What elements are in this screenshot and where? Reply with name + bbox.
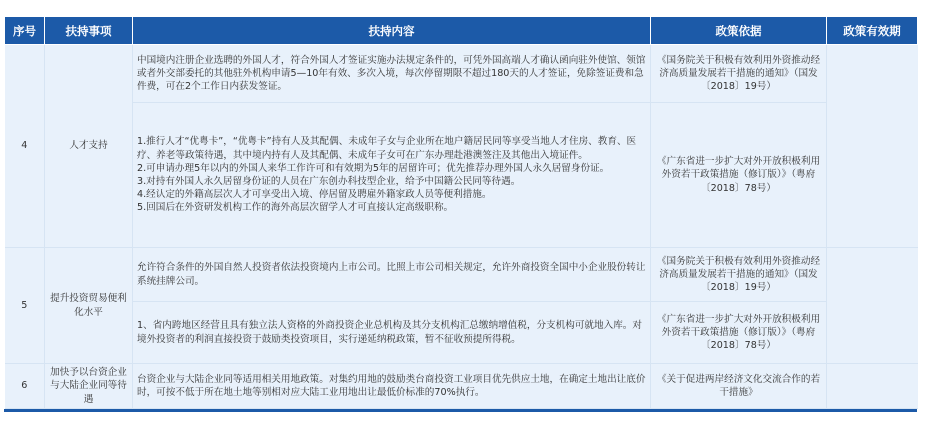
row-basis: 《广东省进一步扩大对外开放积极利用外资若干政策措施（修订版）》（粤府〔2018〕78号） (651, 302, 827, 364)
row-number: 5 (5, 248, 45, 364)
row-item: 人才支持 (45, 45, 133, 248)
row-basis: 《国务院关于积极有效利用外资推动经济高质量发展若干措施的通知》（国发〔2018〕19号） (651, 45, 827, 103)
header-validity: 政策有效期 (827, 17, 918, 45)
row-content: 中国境内注册企业选聘的外国人才，符合外国人才签证实施办法规定条件的，可凭外国高端人才确认函向驻外使馆、领馆或者外交部委托的其他驻外机构申请5—10年有效、多次入境，每次停留期限不超过180天的人才签证，免除签证费和急件费，可在2个工作日内获发签证。 (133, 45, 651, 103)
header-no: 序号 (5, 17, 45, 45)
row-content: 1、省内跨地区经营且具有独立法人资格的外商投资企业总机构及其分支机构汇总缴纳增值税，分支机构可就地入库。对境外投资者的利润直接投资于鼓励类投资项目，实行递延纳税政策，暂不征收预提所得税。 (133, 302, 651, 364)
header-item: 扶持事项 (45, 17, 133, 45)
table-row (5, 103, 918, 248)
policy-table-wrapper (4, 16, 917, 412)
row-content: 允许符合条件的外国自然人投资者依法投资境内上市公司。比照上市公司相关规定，允许外商投资全国中小企业股份转让系统挂牌公司。 (133, 248, 651, 302)
row-item: 加快予以台资企业与大陆企业同等待遇 (45, 364, 133, 409)
table-row (5, 364, 918, 409)
row-item: 提升投资贸易便利化水平 (45, 248, 133, 364)
row-basis: 《国务院关于积极有效利用外资推动经济高质量发展若干措施的通知》（国发〔2018〕19号） (651, 248, 827, 302)
content-line: 3.对持有外国人永久居留身份证的人员在广东创办科技型企业，给予中国籍公民同等待遇。 (137, 176, 521, 187)
content-line: 5.回国后在外资研发机构工作的海外高层次留学人才可直接认定高级职称。 (137, 202, 454, 214)
row-basis: 《关于促进两岸经济文化交流合作的若干措施》 (651, 364, 827, 409)
row-validity (827, 248, 918, 364)
header-row (5, 17, 918, 45)
row-validity (827, 45, 918, 248)
header-content: 扶持内容 (133, 17, 651, 45)
content-line: 4.经认定的外籍高层次人才可享受出入境、停居留及聘雇外籍家政人员等便利措施。 (137, 189, 492, 201)
header-basis: 政策依据 (651, 17, 827, 45)
content-line: 1.推行人才“优粤卡”，“优粤卡”持有人及其配偶、未成年子女与企业所在地户籍居民同等享受当地人才住房、教育、医疗、养老等政策待遇，其中境内持有人及其配偶、未成年子女可在广东办理赴港澳签注及其他出入境证件。 (137, 136, 637, 161)
row-number: 6 (5, 364, 45, 409)
content-line: 2.可申请办理5年以内的外国人来华工作许可和有效期为5年的居留许可；优先推荐办理外国人永久居留身份证。 (137, 162, 610, 174)
table-row (5, 248, 918, 302)
policy-table (4, 16, 918, 409)
table-row (5, 45, 918, 103)
row-basis: 《广东省进一步扩大对外开放积极利用外资若干政策措施（修订版）》（粤府〔2018〕78号） (651, 103, 827, 248)
row-number: 4 (5, 45, 45, 248)
table-bottom-rule (4, 409, 917, 412)
row-content: 台资企业与大陆企业同等适用相关用地政策。对集约用地的鼓励类台商投资工业项目优先供应土地，在确定土地出让底价时，可按不低于所在地土地等别相对应大陆工业用地出让最低价标准的70%执行。 (133, 364, 651, 409)
row-content-list (133, 103, 651, 248)
table-row (5, 302, 918, 364)
row-validity (827, 364, 918, 409)
